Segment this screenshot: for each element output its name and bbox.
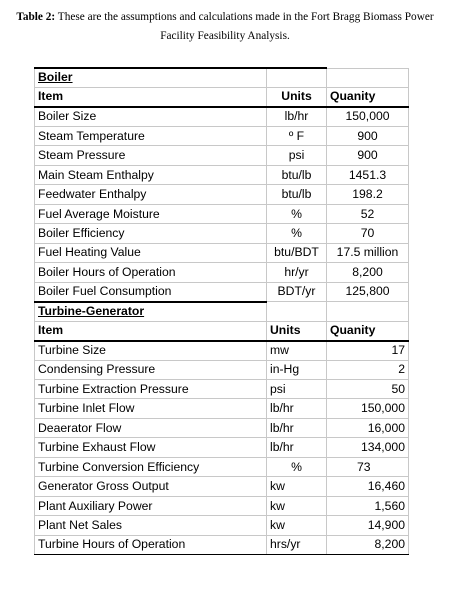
units-cell: kw	[267, 516, 327, 535]
table-row	[35, 224, 409, 243]
table-row	[35, 107, 409, 126]
quantity-cell: 52	[327, 204, 409, 223]
table-row	[35, 535, 409, 554]
table-row	[35, 360, 409, 379]
units-cell: lb/hr	[267, 418, 327, 437]
column-header-units: Units	[267, 321, 327, 340]
item-cell: Turbine Conversion Efficiency	[35, 457, 267, 476]
quantity-cell: 73	[327, 457, 409, 476]
units-cell: lb/hr	[267, 107, 327, 126]
boiler-section-title-row	[35, 68, 409, 87]
table-row	[35, 185, 409, 204]
units-cell: hr/yr	[267, 263, 327, 282]
turbine-title-blank-units	[267, 302, 327, 321]
units-cell: BDT/yr	[267, 282, 327, 301]
item-cell: Fuel Average Moisture	[35, 204, 267, 223]
boiler-section-title: Boiler	[35, 68, 267, 87]
item-cell: Boiler Size	[35, 107, 267, 126]
table-row	[35, 146, 409, 165]
column-header-quantity: Quanity	[327, 321, 409, 340]
table-row	[35, 496, 409, 515]
item-cell: Plant Net Sales	[35, 516, 267, 535]
table-row	[35, 282, 409, 301]
quantity-cell: 16,460	[327, 477, 409, 496]
quantity-cell: 2	[327, 360, 409, 379]
item-cell: Turbine Hours of Operation	[35, 535, 267, 554]
item-cell: Deaerator Flow	[35, 418, 267, 437]
item-cell: Condensing Pressure	[35, 360, 267, 379]
units-cell: psi	[267, 146, 327, 165]
units-cell: btu/lb	[267, 185, 327, 204]
quantity-cell: 900	[327, 126, 409, 145]
table-caption	[0, 8, 450, 46]
table-row	[35, 457, 409, 476]
units-cell: %	[267, 204, 327, 223]
item-cell: Feedwater Enthalpy	[35, 185, 267, 204]
table-row	[35, 418, 409, 437]
caption-label: Table 2:	[16, 11, 56, 23]
turbine-section-title: Turbine-Generator	[35, 302, 267, 321]
table-row	[35, 399, 409, 418]
table-row	[35, 477, 409, 496]
quantity-cell: 1,560	[327, 496, 409, 515]
item-cell: Turbine Extraction Pressure	[35, 380, 267, 399]
units-cell: hrs/yr	[267, 535, 327, 554]
boiler-header-row	[35, 87, 409, 106]
quantity-cell: 16,000	[327, 418, 409, 437]
quantity-cell: 1451.3	[327, 165, 409, 184]
units-cell: kw	[267, 477, 327, 496]
quantity-cell: 14,900	[327, 516, 409, 535]
units-cell: º F	[267, 126, 327, 145]
quantity-cell: 17.5 million	[327, 243, 409, 262]
units-cell: mw	[267, 341, 327, 360]
units-cell: %	[267, 457, 327, 476]
column-header-units: Units	[267, 87, 327, 106]
quantity-cell: 125,800	[327, 282, 409, 301]
table-row	[35, 243, 409, 262]
units-cell: btu/lb	[267, 165, 327, 184]
item-cell: Boiler Efficiency	[35, 224, 267, 243]
item-cell: Fuel Heating Value	[35, 243, 267, 262]
units-cell: lb/hr	[267, 399, 327, 418]
caption-text: These are the assumptions and calculations made in the Fort Bragg Biomass Power Facility Feasibility Analysis.	[55, 11, 434, 42]
table-row	[35, 263, 409, 282]
quantity-cell: 150,000	[327, 107, 409, 126]
units-cell: psi	[267, 380, 327, 399]
column-header-quantity: Quanity	[327, 87, 409, 106]
quantity-cell: 50	[327, 380, 409, 399]
item-cell: Steam Pressure	[35, 146, 267, 165]
turbine-header-row	[35, 321, 409, 340]
quantity-cell: 134,000	[327, 438, 409, 457]
table-row	[35, 516, 409, 535]
quantity-cell: 17	[327, 341, 409, 360]
units-cell: lb/hr	[267, 438, 327, 457]
item-cell: Turbine Exhaust Flow	[35, 438, 267, 457]
units-cell: kw	[267, 496, 327, 515]
item-cell: Turbine Inlet Flow	[35, 399, 267, 418]
item-cell: Main Steam Enthalpy	[35, 165, 267, 184]
boiler-title-blank-quantity	[327, 68, 409, 87]
turbine-section-title-row	[35, 302, 409, 321]
column-header-item: Item	[35, 87, 267, 106]
table-row	[35, 380, 409, 399]
table-row	[35, 126, 409, 145]
boiler-title-blank-units	[267, 68, 327, 87]
table-row	[35, 341, 409, 360]
turbine-title-blank-quantity	[327, 302, 409, 321]
table-row	[35, 438, 409, 457]
units-cell: in-Hg	[267, 360, 327, 379]
item-cell: Boiler Hours of Operation	[35, 263, 267, 282]
quantity-cell: 150,000	[327, 399, 409, 418]
units-cell: btu/BDT	[267, 243, 327, 262]
assumptions-table	[34, 67, 409, 555]
quantity-cell: 8,200	[327, 263, 409, 282]
quantity-cell: 198.2	[327, 185, 409, 204]
item-cell: Boiler Fuel Consumption	[35, 282, 267, 301]
item-cell: Generator Gross Output	[35, 477, 267, 496]
quantity-cell: 900	[327, 146, 409, 165]
item-cell: Plant Auxiliary Power	[35, 496, 267, 515]
table-row	[35, 204, 409, 223]
item-cell: Turbine Size	[35, 341, 267, 360]
item-cell: Steam Temperature	[35, 126, 267, 145]
quantity-cell: 70	[327, 224, 409, 243]
quantity-cell: 8,200	[327, 535, 409, 554]
column-header-item: Item	[35, 321, 267, 340]
table-row	[35, 165, 409, 184]
units-cell: %	[267, 224, 327, 243]
